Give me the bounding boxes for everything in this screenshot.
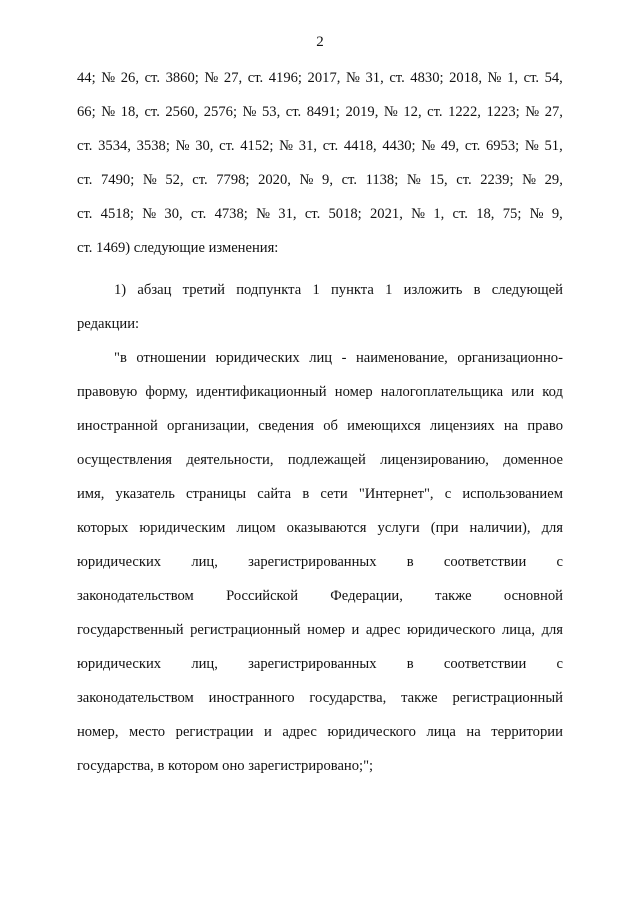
item-1-paragraph: [77, 280, 563, 348]
text-line: ст. 4518; № 30, ст. 4738; № 31, ст. 5018; 2021, № 1, ст. 18, 75; № 9,: [77, 206, 563, 222]
text-line: ст. 7490; № 52, ст. 7798; 2020, № 9, ст. 1138; № 15, ст. 2239; № 29,: [77, 172, 563, 188]
page-number: 2: [316, 34, 324, 50]
text-line: имя, указатель страницы сайта в сети "Интернет", с использованием: [77, 486, 563, 502]
text-line: 44; № 26, ст. 3860; № 27, ст. 4196; 2017, № 31, ст. 4830; 2018, № 1, ст. 54,: [77, 70, 563, 86]
text-line: "в отношении юридических лиц - наименование, организационно-: [114, 350, 563, 366]
text-line: государства, в котором оно зарегистрировано;";: [77, 758, 374, 774]
text-line: ст. 1469) следующие изменения:: [77, 240, 279, 256]
text-line: иностранной организации, сведения об имеющихся лицензиях на право: [77, 418, 563, 434]
text-line: правовую форму, идентификационный номер налогоплательщика или код: [77, 384, 563, 400]
text-line: 1) абзац третий подпункта 1 пункта 1 изложить в следующей: [114, 282, 563, 298]
text-line: которых юридическим лицом оказываются услуги (при наличии), для: [77, 520, 563, 536]
text-line: юридических лиц, зарегистрированных в соответствии с: [77, 554, 563, 570]
text-line: редакции:: [77, 316, 140, 332]
text-line: осуществления деятельности, подлежащей лицензированию, доменное: [77, 452, 563, 468]
text-line: законодательством Российской Федерации, также основной: [77, 588, 563, 604]
quoted-new-wording-paragraph: [77, 348, 563, 790]
text-line: ст. 3534, 3538; № 30, ст. 4152; № 31, ст. 4418, 4430; № 49, ст. 6953; № 51,: [77, 138, 563, 154]
text-line: 66; № 18, ст. 2560, 2576; № 53, ст. 8491; 2019, № 12, ст. 1222, 1223; № 27,: [77, 104, 563, 120]
text-line: юридических лиц, зарегистрированных в соответствии с: [77, 656, 563, 672]
text-line: законодательством иностранного государства, также регистрационный: [77, 690, 563, 706]
text-line: номер, место регистрации и адрес юридического лица на территории: [77, 724, 563, 740]
text-line: государственный регистрационный номер и адрес юридического лица, для: [77, 622, 563, 638]
amendment-citations-paragraph: [77, 68, 563, 272]
